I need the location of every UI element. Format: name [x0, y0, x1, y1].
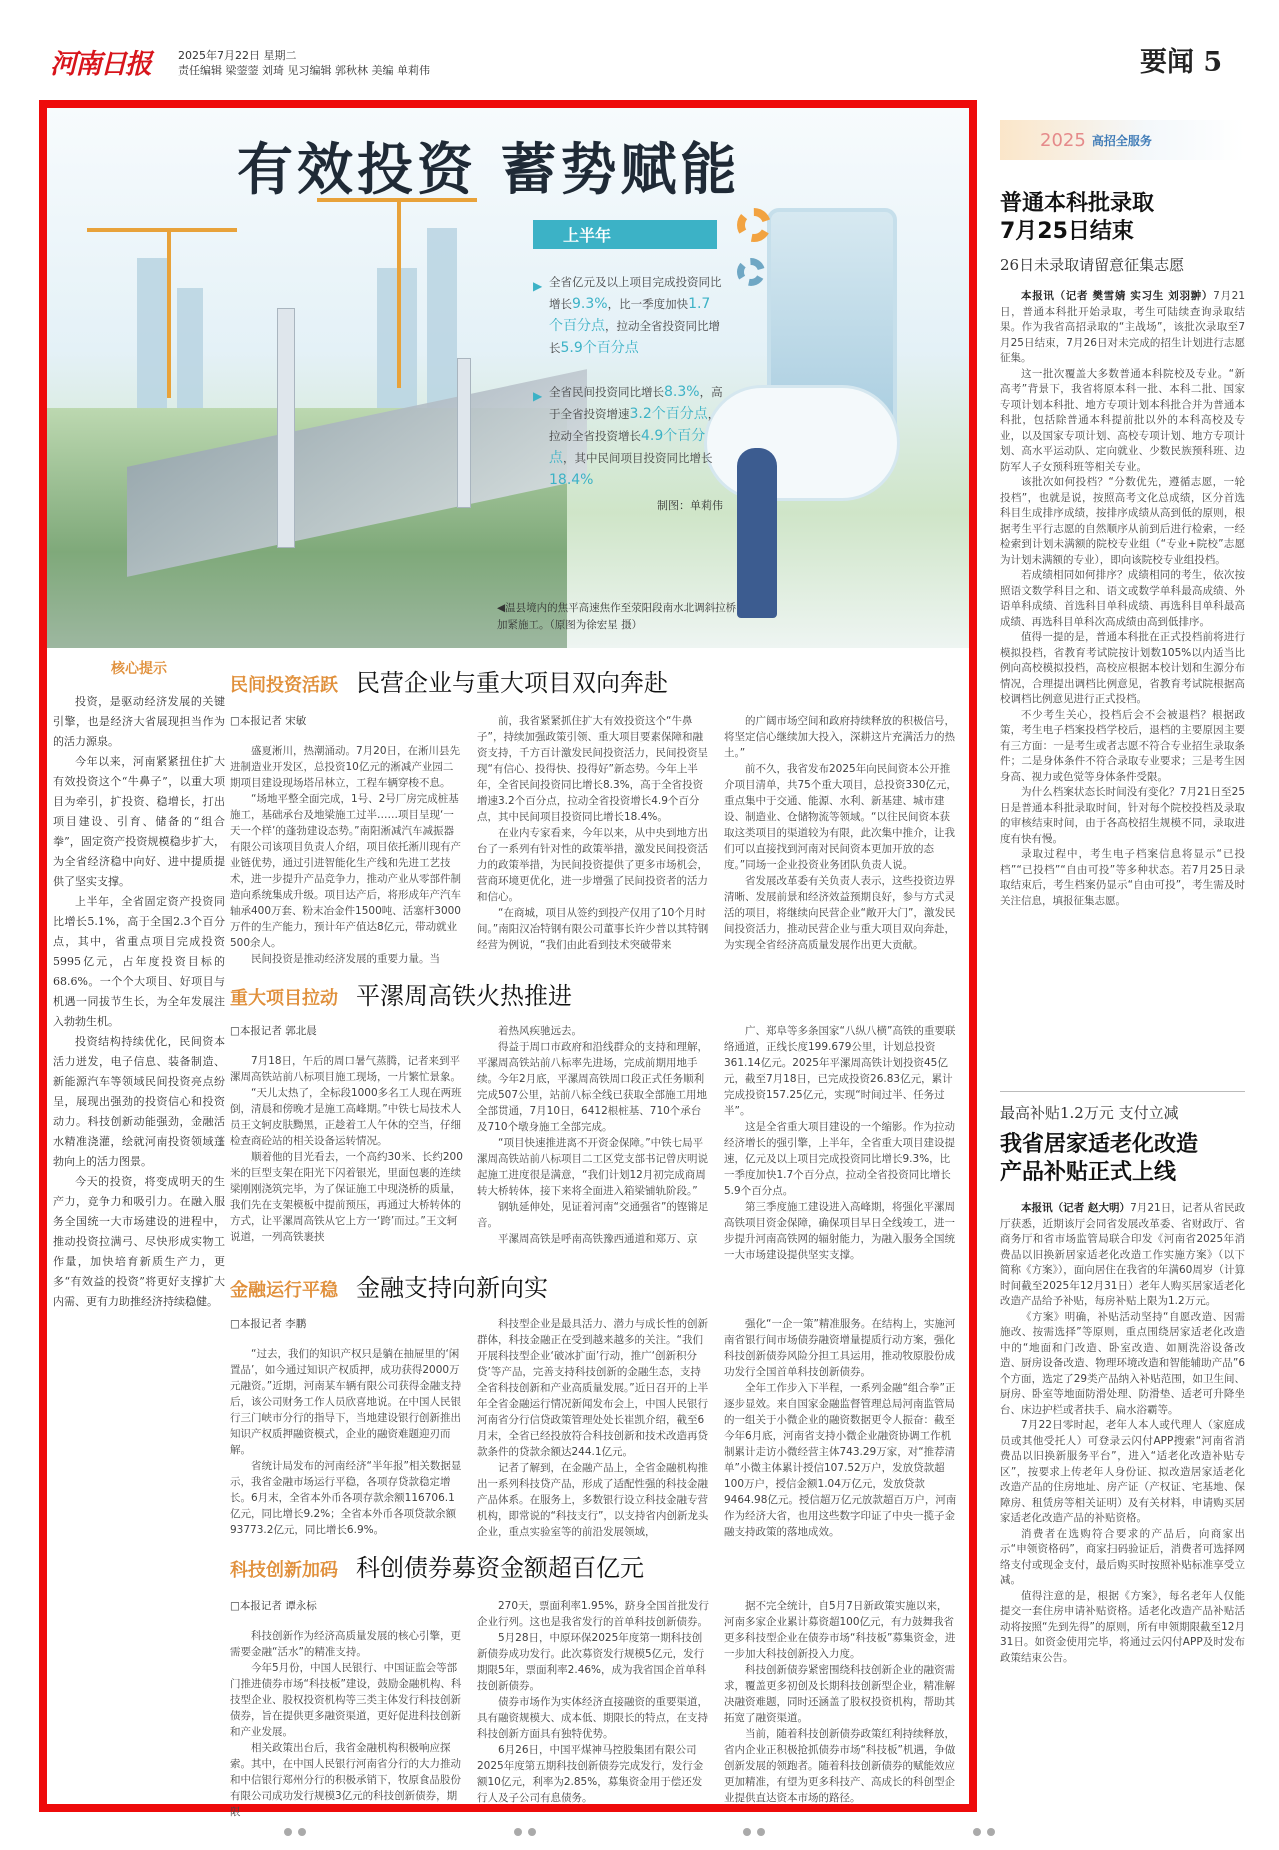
- stat-item: ▶ 全省民间投资同比增长8.3%，高于全省投资增速3.2个百分点，拉动全省投资增长4.9个百分点，其中民间项目投资同比增长18.4%: [533, 384, 723, 488]
- article-body: [230, 1316, 958, 1538]
- issue-meta: [178, 48, 430, 78]
- feature-title: 有效投资 蓄势赋能: [237, 138, 741, 203]
- photo-caption: ◀温县境内的焦平高速焦作至荥阳段南水北调斜拉桥加紧施工。（原图为徐宏星 摄）: [497, 602, 737, 631]
- article-headline: 我省居家适老化改造 产品补贴正式上线: [1000, 1132, 1199, 1185]
- page-indicator: [0, 1828, 1279, 1836]
- section-header: [230, 663, 668, 698]
- section-title: 金融支持向新向实: [356, 1274, 548, 1302]
- text-column: □本报记者 李鹏 “过去，我们的知识产权只是躺在抽屉里的‘闲置品’，如今通过知识产权质押，成功获得2000万元融资。”近期，河南某车辆有限公司获得金融支持后，该公司财务工作人员欣喜地说。在中国人民银行三门峡市分行的指导下，当地建设银行创新推出知识产权质押融资模式，企业的融资难题迎刃而解。 省统计局发布的河南经济“半年报”相关数据显示，我省金融市场运行平稳，各项存贷款稳定增长。6月末，全省本外币各项存款余额116706.1亿元，同比增长9.2%；全省本外币各项贷款余额93773.2亿元，同比增长6.9%。: [230, 1318, 462, 1536]
- text-column: 广、郑阜等多条国家“八纵八横”高铁的重要联络通道，正线长度199.679公里，计划总投资361.14亿元。2025年平漯周高铁计划投资45亿元，截至7月18日，已完成投资26.83亿元，累计完成投资157.25亿元，实现“时间过半、任务过半”。 这是全省重大项目建设的一个缩影。作为拉动经济增长的强引擎，上半年，全省重大项目建设提速，亿元及以上项目完成投资同比增长9.3%，比一季度加快1.7个百分点，拉动全省投资同比增长5.9个百分点。 第三季度施工建设进入高峰期，将强化平漯周高铁项目资金保障，确保项目早日全线竣工，进一步提升河南高铁网的辐射能力，为融入服务全国统一大市场建设提供坚实支撑。: [724, 1025, 956, 1261]
- building-illustration: [427, 228, 457, 408]
- section-header: [230, 976, 572, 1011]
- text-column: 着热风疾驰远去。 得益于周口市政府和沿线群众的支持和理解，平漯周高铁站前八标率先进场，完成前期用地手续。今年2月底，平漯周高铁周口段正式任务顺利完成507公里，站前八标全线已获取全部施工用地全部贯通，7月10日，6412根桩基、710个承台及710个墩身施工全部完成。 “项目快速推进离不开资金保障。”中铁七局平漯周高铁站前八标项目二工区党支部书记曾庆明说起施工进度很是满意，“我们计划12月初完成商周转大桥转体，接下来将全面进入箱梁铺轨阶段。” 钢轨延伸处，见证着河南“交通强省”的铿锵足音。 平漯周高铁是呼南高铁豫西通道和郑万、京: [477, 1025, 709, 1245]
- cloud-illustration: [707, 388, 897, 498]
- feature-frame: [39, 100, 977, 1818]
- gaokao-banner: 2025 高招全服务: [1000, 120, 1245, 160]
- text-column: 前，我省紧紧抓住扩大有效投资这个“牛鼻子”，持续加强政策引领、重大项目要素保障和融资支持，千方百计激发民间投资活力，民间投资呈现“有信心、投得快、投得好”新态势。今年上半年，全省民间投资同比增长8.3%，高于全省投资增速3.2个百分点，拉动全省投资增长4.9个百分点，其中民间项目投资同比增长18.4%。 在业内专家看来，今年以来，从中央到地方出台了一系列有针对性的政策举措，激发民间投资活力的政策举措，为民间投资提供了更多市场机会，营商环境更优化，进一步增强了民间投资者的活力和信心。 “在商城，项目从签约到投产仅用了10个月时间。”南阳汉冶特钢有限公司董事长许少普以其特钢经营为例说，“我们由此看到技术突破带来: [477, 715, 709, 951]
- text-column: □本报记者 郭北晨 7月18日，午后的周口暑气蒸腾，记者来到平漯周高铁站前八标项目施工现场，一片繁忙景象。 “天儿太热了，全标段1000多名工人现在两班倒，清晨和傍晚才是施工高峰期。”中铁七局技术人员王文轲皮肤黝黑，正趁着工人午休的空当，仔细检查商砼站的相关设备运转情况。 顺着他的目光看去，一个高约30米、长约200米的巨型支架在阳光下闪着银光，里面包裹的连续梁刚刚浇筑完毕，为了保证施工中现浇桥的质量，我们先在支架模板中提前预压，再通过大桥转体的方式，让平漯周高铁从它上方一‘跨’而过。”王文轲说道，一列高铁裹挟: [230, 1025, 463, 1243]
- crane-illustration: [87, 228, 237, 232]
- byline: □本报记者 宋敏: [230, 715, 307, 727]
- gear-icon: [737, 258, 765, 286]
- text-column: 强化“一企一策”精准服务。在结构上，实施河南省银行间市场债券融资增量提质行动方案，强化科技创新债券风险分担工具运用，推动牧原股份成功发行全国首单科技创新债券。 全年工作步入下半程，一系列金融“组合拳”正逐步显效。来自国家金融监督管理总局河南监管局的一组关于小微企业的融资数据更令人振奋：截至今年6月底，河南省支持小微企业融资协调工作机制累计走访小微经营主体743.29万家，对“推荐清单”小微主体累计授信107.52万户，发放贷款超100万户，授信金额1.04万亿元，发放贷款9464.98亿元。授信超万亿元放款超百万户，河南作为经济大省，也用这些数字印证了中央一揽子金融支持政策的落地成效。: [724, 1318, 957, 1538]
- newspaper-logo: 河南日报: [50, 49, 150, 80]
- crane-illustration: [397, 198, 401, 388]
- stats-panel: [533, 220, 723, 513]
- triangle-bullet-icon: ▶: [533, 389, 543, 403]
- section-kicker: 科技创新加码: [230, 1560, 338, 1581]
- section-header: [230, 1548, 644, 1583]
- bridge-pylon: [277, 308, 295, 548]
- text-column: □本报记者 谭永标 科技创新作为经济高质量发展的核心引擎，更需要金融“活水”的精准支持。 今年5月份，中国人民银行、中国证监会等部门推进债券市场“科技板”建设，鼓励金融机构、科技型企业、股权投资机构等三类主体发行科技创新债券，旨在提供更多融资渠道，更好促进科技创新和产业发展。 相关政策出台后，我省金融机构积极响应探索。其中，在中国人民银行河南省分行的大力推动和中信银行郑州分行的积极承销下，牧原食品股份有限公司成功发行规模3亿元的科技创新债券，期限: [230, 1600, 462, 1818]
- section-kicker: 重大项目拉动: [230, 988, 338, 1009]
- page-label: [1140, 40, 1222, 79]
- businessman-illustration: [737, 448, 777, 618]
- text-column: 科技型企业是最具活力、潜力与成长性的创新群体，科技金融正在受到越来越多的关注。“我们开展科技型企业‘破冰扩面’行动，推广‘创新积分贷’等产品，完善支持科技创新的金融生态，支持全省科技创新和产业高质量发展。”近日召开的上半年全省金融运行情况新闻发布会上，中国人民银行河南省分行信贷政策管理处处长崔凯介绍，截至6月末，全省已经投放符合科技创新和技术改造再贷款条件的贷款余额达244.1亿元。 记者了解到，在金融产品上，全省金融机构推出一系列科技贷产品，形成了适配性强的科技金融产品体系。在服务上，多数银行设立科技金融专营机构，即常说的“科技支行”，以支持省内创新龙头企业，重点实验室等的前沿发展领域，: [477, 1318, 709, 1538]
- section-kicker: 金融运行平稳: [230, 1280, 338, 1301]
- section-title: 科创债券募资金额超百亿元: [356, 1554, 644, 1582]
- section-header: [230, 1268, 548, 1303]
- page-dots[interactable]: [284, 1828, 306, 1836]
- bridge-pylon: [457, 358, 471, 508]
- building-illustration: [177, 288, 203, 408]
- graphic-credit: 制图：单莉伟: [657, 499, 723, 512]
- article-body: [230, 1023, 958, 1261]
- section-kicker: 民间投资活跃: [230, 675, 338, 696]
- byline: □本报记者 郭北晨: [230, 1025, 317, 1037]
- byline: □本报记者 李鹏: [230, 1318, 307, 1330]
- text-column: 据不完全统计，自5月7日新政策实施以来，河南多家企业累计募资超100亿元，有力鼓舞我省更多科技型企业在债券市场“科技板”募集资金，进一步加大科技创新投入力度。 科技创新债券紧密围绕科技创新企业的融资需求，覆盖更多初创及长期科技创新型企业，精准解决融资难题，同时还涵盖了股权投资机构，帮助其拓宽了融资渠道。 当前，随着科技创新债券政策红利持续释放，省内企业正积极抢抓债券市场“科技板”机遇，争做创新发展的领跑者。随着科技创新债券的赋能效应更加精准，有望为更多科技产、高成长的科创型企业提供直达资本市场的路径。: [724, 1600, 956, 1804]
- page-dots[interactable]: [973, 1828, 995, 1836]
- text-column: □本报记者 宋敏 盛夏淅川，热潮涌动。7月20日，在淅川县先进制造业开发区，总投资10亿元的淅减产业园二期项目建设现场塔吊林立，工程车辆穿梭不息。 “场地平整全面完成，1号、2号厂房完成桩基施工，基础承台及地梁施工过半……项目呈现‘一天一个样’的蓬勃建设态势。”南阳淅减汽车减振器有限公司该项目负责人介绍，项目依托淅川现有产业链优势，通过引进智能化生产线和先进工艺技术，进一步提升产品竞争力，推动产业从零部件制造向系统集成升级。项目达产后，将形成年产汽车轴承400万套、粉末冶金件1500吨、活塞杆3000万件的生产能力，预计年产值达8亿元，带动就业500余人。 民间投资是推动经济发展的重要力量。当: [230, 715, 461, 965]
- section-title: 平漯周高铁火热推进: [356, 982, 572, 1010]
- article-subtitle: 26日未录取请留意征集志愿: [1000, 256, 1185, 274]
- building-illustration: [137, 258, 167, 408]
- right-column: [1000, 120, 1245, 1761]
- section-name: 要闻: [1140, 47, 1194, 78]
- core-tips: 核心提示 投资，是驱动经济发展的关键引擎，也是经济大省展现担当作为的活力源泉。 今年以来，河南紧紧扭住扩大有效投资这个“牛鼻子”，以重大项目为牵引，扩投资、稳增长，打出项目建设、引育、储备的“组合拳”，固定资产投资规模稳步扩大，为全省经济稳中向好、进中提质提供了坚实支撑。 上半年，全省固定资产投资同比增长5.1%，高于全国2.3个百分点，其中，省重点项目完成投资5995亿元，占年度投资目标的68.6%。一个个大项目、好项目与机遇一同拔节生长，为全年发展注入勃勃生机。 投资结构持续优化，民间资本活力迸发，电子信息、装备制造、新能源汽车等领域民间投资亮点纷呈，展现出强劲的投资信心和投资动力。科技创新动能强劲，金融活水精准浇灌，绘就河南投资领域蓬勃向上的活力图景。 今天的投资，将变成明天的生产力，竞争力和吸引力。在融入服务全国统一大市场建设的进程中，推动投资拉满弓、尽快形成实物工作量，加快培育新质生产力，更多“有效益的投资”将更好支撑扩大内需、更有力助推经济持续稳健。: [53, 658, 225, 1312]
- article-headline: 普通本科批录取 7月25日结束: [1000, 191, 1155, 244]
- text-column: 的广阔市场空间和政府持续释放的积极信号，将坚定信心继续加大投入，深耕这片充满活力的热土。” 前不久，我省发布2025年向民间资本公开推介项目清单，共75个重大项目，总投资330亿元，重点集中于交通、能源、水利、新基建、城市建设、制造业、仓储物流等领域。“以往民间资本获取这类项目的渠道较为有限，此次集中推介，让我们可以直接找到河南对民间资本更加开放的态度。”同场一企业投资业务团队负责人说。 省发展改革委有关负责人表示，这些投资边界清晰、发展前景和经济效益预期良好，参与方式灵活的项目，将继续向民营企业“敞开大门”，激发民间投资活力，推动民营企业与重大项目双向奔赴，为实现全省经济高质量发展作出更大贡献。: [724, 715, 957, 951]
- stats-panel-title: 上半年: [533, 220, 717, 249]
- core-tips-title: 核心提示: [111, 661, 167, 677]
- issue-date: 2025年7月22日 星期二: [178, 49, 297, 62]
- divider: [1000, 1091, 1245, 1092]
- gear-icon: [737, 208, 771, 242]
- editors: 责任编辑 梁蓥蓥 刘琦 见习编辑 郭秋林 美编 单莉伟: [178, 64, 430, 77]
- article-body: [230, 713, 958, 965]
- page-number: 5: [1203, 47, 1223, 78]
- article-body: 本报讯（记者 赵大明）7月21日，记者从省民政厅获悉，近期该厅会同省发展改革委、省财政厅、省商务厅和省市场监管局联合印发《河南省2025年消费品以旧换新居家适老化改造工作实施方案》（以下简称《方案》），面向居住在我省的年满60周岁（计算时间截至2025年12月31日）老年人购买居家适老化改造产品给予补贴，每房补贴上限为1.2万元。 《方案》明确，补贴活动坚持“自愿改造、因需施改、按需选择”等原则，重点围绕居家适老化改造中的“地面和门改造、卧室改造、如厕洗浴设备改造、厨房设备改造、物理环境改造和智能辅助产品”6个方面，选定了29类产品纳入补贴范围，如卫生间、厨房、卧室等地面防滑处理、防滑垫、适老可升降坐台、床边护栏或者扶手、扁水浴霸等。 7月22日零时起，老年人本人或代理人（家庭成员或其他受托人）可登录云闪付APP搜索“河南省消费品以旧换新服务平台”，进入“适老化改造补贴专区”，按要求上传老年人身份证、拟改造居家适老化改造产品的住房地址、房产证（产权证、宅基地、保障房、租赁房等相关证明）及有关材料，申请购买居家适老化改造产品的补贴资格。 消费者在选购符合要求的产品后，向商家出示“申领资格码”，商家扫码验证后，消费者可选择网络支付或现金支付，最后购买时按照补贴标准享受立减。 值得注意的是，根据《方案》，每名老年人仅能提交一套住房申请补贴资格。适老化改造产品补贴活动将按照“先到先得”的原则，所有申领期限截至12月31日。如资金使用完毕，将通过云闪付APP及时发布政策结束公告。: [1000, 1202, 1245, 1664]
- article-body: 本报讯（记者 樊雪婧 实习生 刘羽翀）7月21日，普通本科批开始录取，考生可陆续查询录取结果。作为我省高招录取的“主战场”，该批次录取至7月25日结束，7月26日对未完成的招生计划进行志愿征集。 这一批次覆盖大多数普通本科院校及专业。“新高考”背景下，我省将原本科一批、本科二批、国家专项计划本科批、地方专项计划本科批合并为普通本科批，包括除普通本科提前批以外的本科高校及专业，以及国家专项计划、高校专项计划、地方专项计划、高水平运动队、定向就业、少数民族预科班、边防军人子女预科班等相关专业。 该批次如何投档？“分数优先，遵循志愿，一轮投档”，也就是说，按照高考文化总成绩，区分首选科目生成排序成绩，按排序成绩从高到低的原则，根据考生平行志愿的自然顺序从前到后进行检索，一经检索到计划未满额的院校专业组（“专业+院校”志愿为计划未满额的专业），即向该院校专业组投档。 若成绩相同如何排序？成绩相同的考生，依次按照语文数学科目之和、语文或数学单科最高成绩、外语单科成绩、首选科目单科成绩、再选科目单科最高成绩、再选科目单科次高成绩由高到低排序。 值得一提的是，普通本科批在正式投档前将进行模拟投档，省教育考试院按计划数105%以内适当比例向高校模拟投档，高校应根据本校计划和生源分布情况，合理提出调档比例意见，省教育考试院根据高校调档比例意见进行正式投档。 不少考生关心，投档后会不会被退档？根据政策，考生电子档案投档学校后，退档的主要原因主要有三方面：一是考生或者志愿不符合专业招生录取条件；二是身体条件不符合录取专业要求；三是考生因身高、视力或色觉等身体条件受限。 为什么档案状态长时间没有变化？7月21日至25日是普通本科批录取时间，针对每个院校投档及录取的审核结束时间，由于各高校招生规模不同，录取进度有快有慢。 录取过程中，考生电子档案信息将显示“已投档”“已投档”“自由可投”等多种状态。若7月25日录取结束后，考生档案仍显示“自由可投”，考生需及时关注信息，填报征集志愿。: [1000, 290, 1245, 907]
- article-kicker: 最高补贴1.2万元 支付立减: [1000, 1104, 1179, 1122]
- page-dots[interactable]: [514, 1828, 536, 1836]
- stat-item: ▶ 全省亿元及以上项目完成投资同比增长9.3%，比一季度加快1.7个百分点，拉动全省投资同比增长5.9个百分点: [533, 275, 722, 356]
- byline: □本报记者 谭永标: [230, 1600, 317, 1612]
- text-column: 270天，票面利率1.95%，跻身全国首批发行企业行列。这也是我省发行的首单科技创新债券。 5月28日，中原环保2025年度第一期科技创新债券成功发行。此次募资发行规模5亿元，发行期限5年，票面利率2.46%，成为我省国企首单科技创新债券。 债券市场作为实体经济直接融资的重要渠道，具有融资规模大、成本低、期限长的特点，在支持科技创新方面具有独特优势。 6月26日，中国平煤神马控股集团有限公司2025年度第五期科技创新债券完成发行，发行金额10亿元，利率为2.85%，募集资金用于偿还发行人及子公司有息债务。: [477, 1600, 709, 1804]
- article-body: [230, 1598, 958, 1818]
- hero-infographic: [47, 108, 969, 648]
- page-dots[interactable]: [743, 1828, 765, 1836]
- section-title: 民营企业与重大项目双向奔赴: [356, 669, 668, 697]
- triangle-bullet-icon: ▶: [533, 279, 543, 293]
- crane-illustration: [167, 228, 171, 398]
